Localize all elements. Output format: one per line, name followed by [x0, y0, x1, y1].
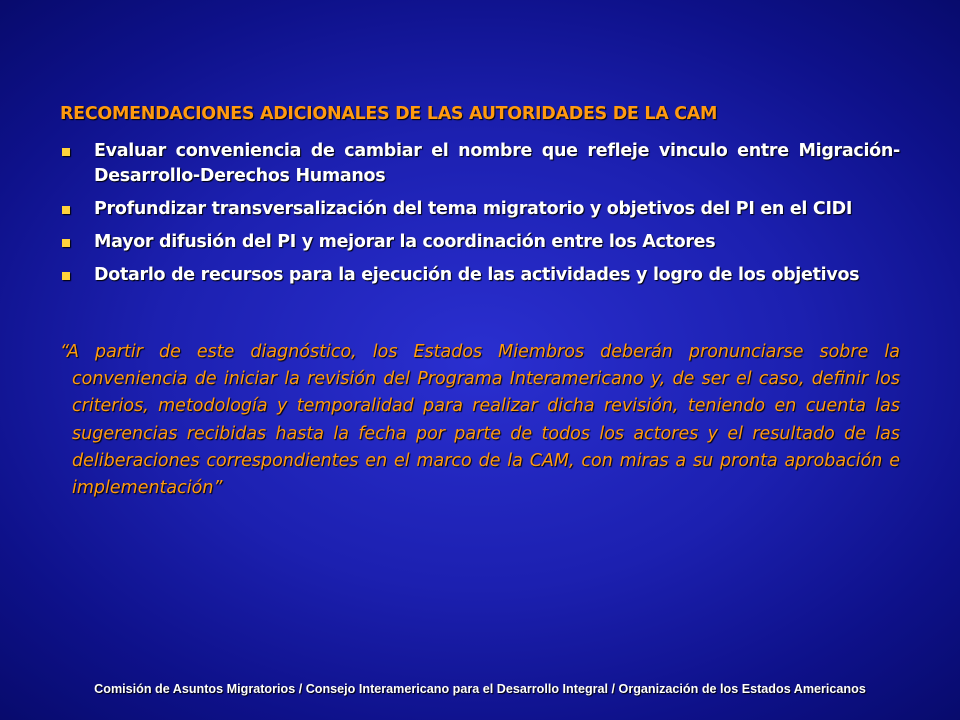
square-bullet-icon: [62, 206, 70, 214]
list-item-text: Evaluar conveniencia de cambiar el nombre que refleje vinculo entre Migración-Desarrollo-Derechos Humanos: [94, 141, 900, 186]
list-item: [60, 230, 900, 255]
square-bullet-icon: [62, 272, 70, 280]
list-item-text: Profundizar transversalización del tema migratorio y objetivos del PI en el CIDI: [94, 199, 853, 219]
slide-heading: RECOMENDACIONES ADICIONALES DE LAS AUTORIDADES DE LA CAM: [60, 104, 718, 124]
list-item-text: Mayor difusión del PI y mejorar la coordinación entre los Actores: [94, 232, 716, 252]
quote-paragraph: [60, 339, 900, 502]
square-bullet-icon: [62, 239, 70, 247]
footer-text: Comisión de Asuntos Migratorios / Consejo Interamericano para el Desarrollo Integral / Organización de los Estados Americanos: [94, 682, 866, 696]
list-item: [60, 197, 900, 222]
list-item: [60, 263, 900, 288]
list-item: [60, 139, 900, 189]
list-item-text: Dotarlo de recursos para la ejecución de las actividades y logro de los objetivos: [94, 265, 860, 285]
square-bullet-icon: [62, 148, 70, 156]
quote-text: “A partir de este diagnóstico, los Estados Miembros deberán pronunciarse sobre la conveniencia de iniciar la revisión del Programa Interamericano y, de ser el caso, definir los criterios, metodología y temporalidad para realizar dicha revisión, teniendo en cuenta las sugerencias recibidas hasta la fecha por parte de todos los actores y el resultado de las deliberaciones correspondientes en el marco de la CAM, con miras a su pronta aprobación e implementación”: [60, 342, 900, 499]
recommendation-list: [60, 139, 900, 296]
